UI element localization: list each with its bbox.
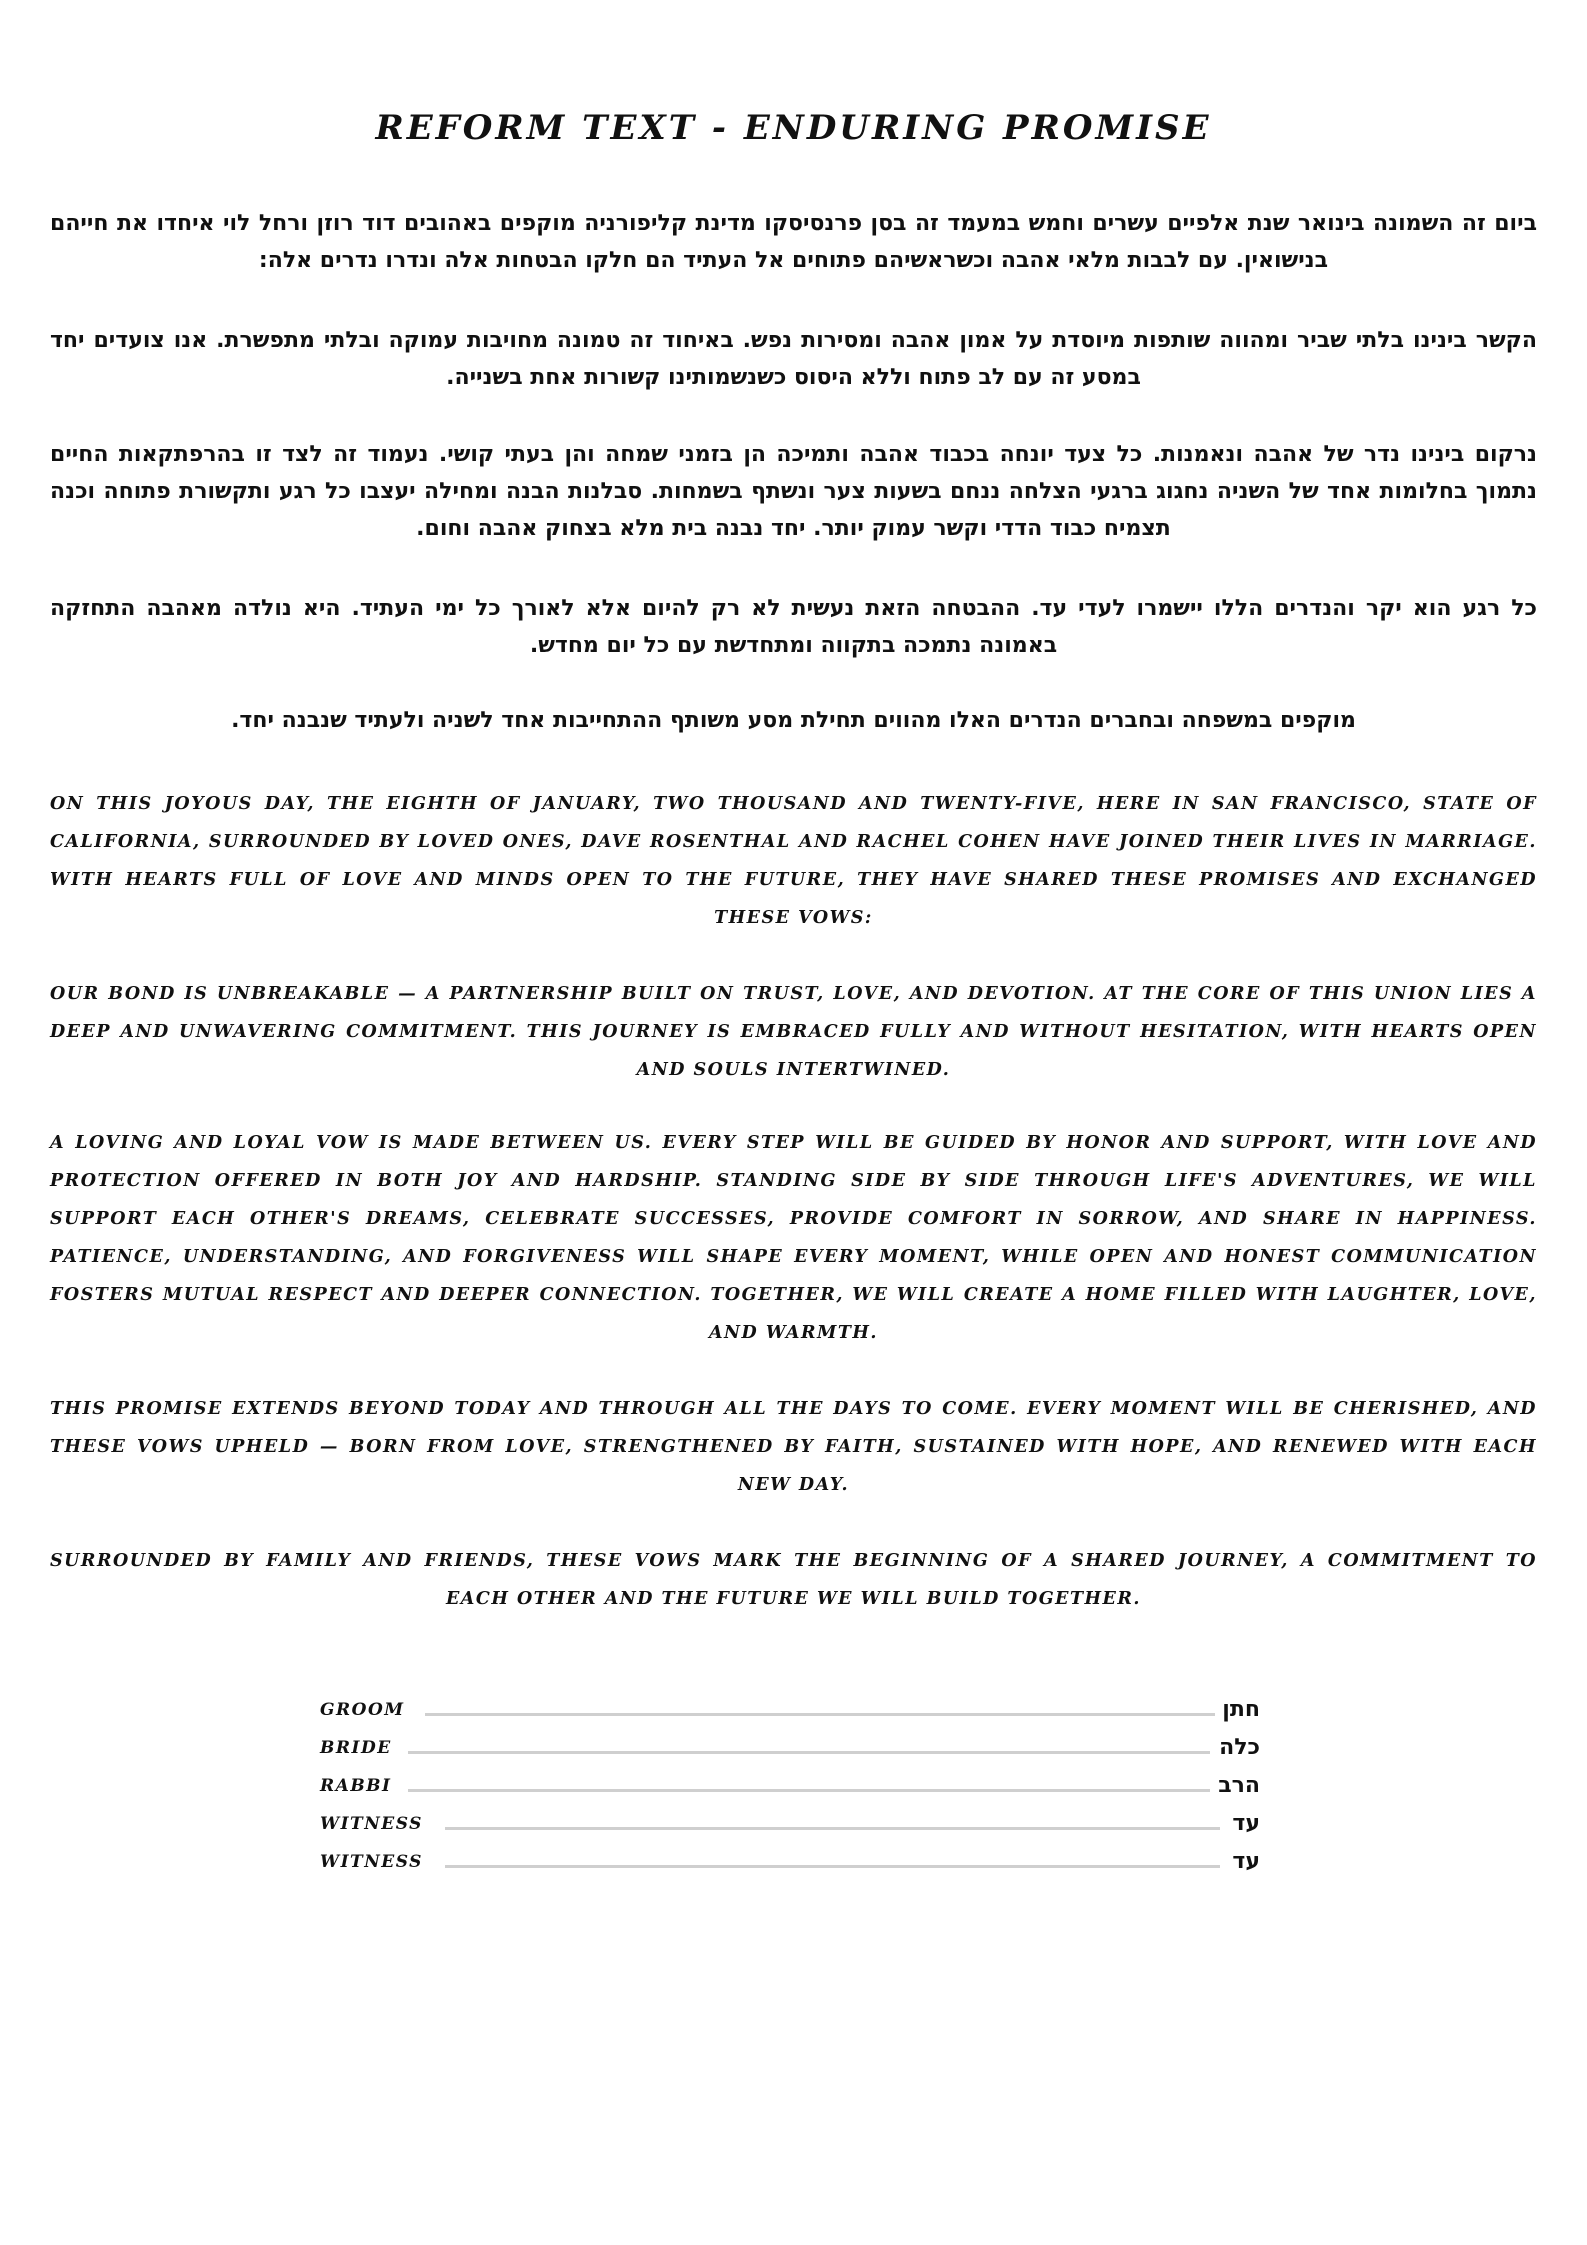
signature-row-rabbi bbox=[320, 1764, 1260, 1802]
signature-row-groom bbox=[320, 1688, 1260, 1726]
english-paragraph-2: OUR BOND IS UNBREAKABLE — A PARTNERSHIP BUILT ON TRUST, LOVE, AND DEVOTION. AT THE CORE OF THIS UNION LIES A DEEP AND UNWAVERING COMMITMENT. THIS JOURNEY IS EMBRACED FULLY AND WITHOUT HESITATION, WITH HEARTS OPEN AND SOULS INTERTWINED. bbox=[50, 984, 1537, 1080]
signature-label-witness-1: WITNESS bbox=[320, 1814, 423, 1834]
document-title: REFORM TEXT - ENDURING PROMISE bbox=[375, 108, 1212, 148]
signature-label-bride: BRIDE bbox=[320, 1738, 392, 1758]
signature-line-witness-1[interactable] bbox=[445, 1827, 1220, 1830]
hebrew-paragraph-1: ביום זה השמונה בינואר שנת אלפיים עשרים וחמש במעמד זה בסן פרנסיסקו מדינת קליפורניה מוקפים באהובים דוד רוזן ורחל לוי איחדו את חייהם בנישואין. עם לבבות מלאי אהבה וכשראשיהם פתוחים אל העתיד הם חלקו הבטחות אלה ונדרו נדרים אלה: bbox=[50, 211, 1537, 273]
english-paragraph-5: SURROUNDED BY FAMILY AND FRIENDS, THESE VOWS MARK THE BEGINNING OF A SHARED JOURNEY, A COMMITMENT TO EACH OTHER AND THE FUTURE WE WILL BUILD TOGETHER. bbox=[50, 1551, 1537, 1609]
english-paragraph-3: A LOVING AND LOYAL VOW IS MADE BETWEEN US. EVERY STEP WILL BE GUIDED BY HONOR AND SUPPORT, WITH LOVE AND PROTECTION OFFERED IN BOTH JOY AND HARDSHIP. STANDING SIDE BY SIDE THROUGH LIFE'S ADVENTURES, WE WILL SUPPORT EACH OTHER'S DREAMS, CELEBRATE SUCCESSES, PROVIDE COMFORT IN SORROW, AND SHARE IN HAPPINESS. PATIENCE, UNDERSTANDING, AND FORGIVENESS WILL SHAPE EVERY MOMENT, WHILE OPEN AND HONEST COMMUNICATION FOSTERS MUTUAL RESPECT AND DEEPER CONNECTION. TOGETHER, WE WILL CREATE A HOME FILLED WITH LAUGHTER, LOVE, AND WARMTH. bbox=[50, 1133, 1537, 1343]
signature-row-bride bbox=[320, 1726, 1260, 1764]
signature-label-rabbi: RABBI bbox=[320, 1776, 392, 1796]
signature-row-witness-2 bbox=[320, 1840, 1260, 1878]
signature-label-witness-2: WITNESS bbox=[320, 1852, 423, 1872]
signature-hebrew-witness-1: עד bbox=[1232, 1811, 1260, 1836]
signature-line-bride[interactable] bbox=[408, 1751, 1210, 1754]
hebrew-paragraph-2: הקשר בינינו בלתי שביר ומהווה שותפות מיוסדת על אמון אהבה ומסירות נפש. באיחוד זה טמונה מחויבות עמוקה ובלתי מתפשרת. אנו צועדים יחד במסע זה עם לב פתוח וללא היסוס כשנשמותינו קשורות אחת בשנייה. bbox=[50, 328, 1537, 390]
signature-hebrew-bride: כלה bbox=[1219, 1735, 1260, 1760]
signature-line-groom[interactable] bbox=[425, 1713, 1215, 1716]
english-paragraph-4: THIS PROMISE EXTENDS BEYOND TODAY AND THROUGH ALL THE DAYS TO COME. EVERY MOMENT WILL BE CHERISHED, AND THESE VOWS UPHELD — BORN FROM LOVE, STRENGTHENED BY FAITH, SUSTAINED WITH HOPE, AND RENEWED WITH EACH NEW DAY. bbox=[50, 1399, 1537, 1495]
signature-row-witness-1 bbox=[320, 1802, 1260, 1840]
hebrew-paragraph-3: נרקום בינינו נדר של אהבה ונאמנות. כל צעד יונחה בכבוד אהבה ותמיכה הן בזמני שמחה והן בעתי קושי. נעמוד זה לצד זו בהרפתקאות החיים נתמוך בחלומות אחד של השניה נחגוג ברגעי הצלחה ננחם בשעות צער ונשתף בשמחות. סבלנות הבנה ומחילה יעצבו כל רגע ותקשורת פתוחה וכנה תצמיח כבוד הדדי וקשר עמוק יותר. יחד נבנה בית מלא בצחוק אהבה וחום. bbox=[50, 442, 1537, 541]
english-paragraph-1: ON THIS JOYOUS DAY, THE EIGHTH OF JANUARY, TWO THOUSAND AND TWENTY-FIVE, HERE IN SAN FRANCISCO, STATE OF CALIFORNIA, SURROUNDED BY LOVED ONES, DAVE ROSENTHAL AND RACHEL COHEN HAVE JOINED THEIR LIVES IN MARRIAGE. WITH HEARTS FULL OF LOVE AND MINDS OPEN TO THE FUTURE, THEY HAVE SHARED THESE PROMISES AND EXCHANGED THESE VOWS: bbox=[50, 794, 1537, 928]
signature-hebrew-rabbi: הרב bbox=[1218, 1773, 1260, 1798]
signature-line-rabbi[interactable] bbox=[408, 1789, 1210, 1792]
signature-line-witness-2[interactable] bbox=[445, 1865, 1220, 1868]
signature-label-groom: GROOM bbox=[320, 1700, 405, 1720]
hebrew-paragraph-5: מוקפים במשפחה ובחברים הנדרים האלו מהווים תחילת מסע משותף ההתחייבות אחד לשניה ולעתיד שנבנה יחד. bbox=[231, 708, 1356, 733]
signature-hebrew-groom: חתן bbox=[1222, 1697, 1260, 1722]
hebrew-paragraph-4: כל רגע הוא יקר והנדרים הללו יישמרו לעדי עד. ההבטחה הזאת נעשית לא רק להיום אלא לאורך כל ימי העתיד. היא נולדה מאהבה התחזקה באמונה נתמכה בתקווה ומתחדשת עם כל יום מחדש. bbox=[50, 596, 1537, 658]
signature-hebrew-witness-2: עד bbox=[1232, 1849, 1260, 1874]
